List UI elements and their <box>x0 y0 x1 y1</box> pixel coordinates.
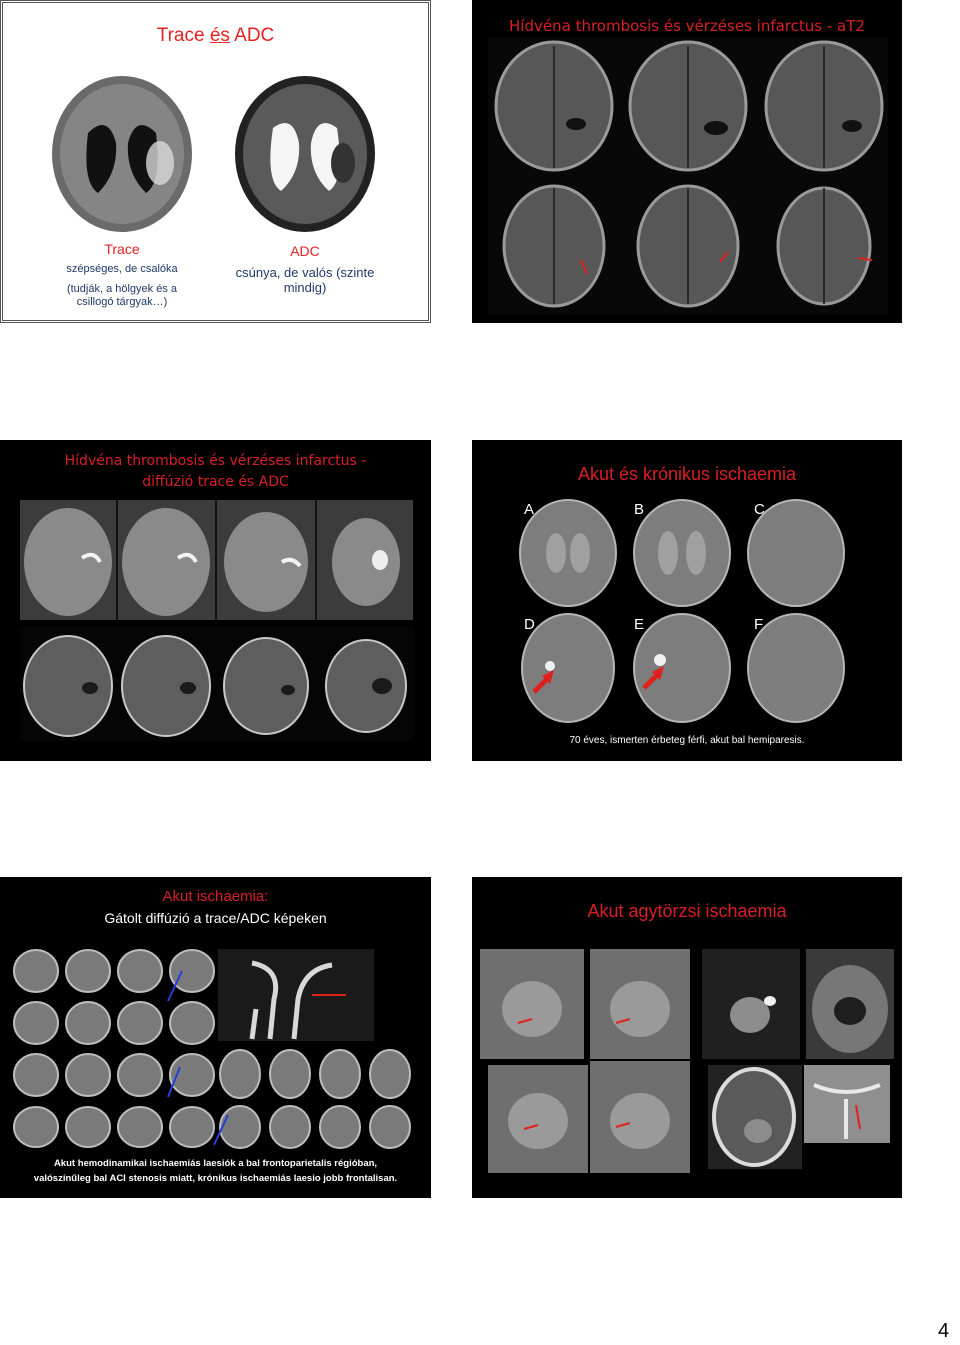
adc-description-1: csúnya, de valós (szinte <box>235 265 375 280</box>
slide5-caption-2: valószínűleg bal ACI stenosis miatt, krónikus ischaemiás laesio jobb frontalisan. <box>33 1173 398 1184</box>
acute-ischaemia-image-grid <box>12 949 418 1149</box>
trace-description-1: szépséges, de csalóka <box>66 263 178 275</box>
slide4-caption: 70 éves, ismerten érbeteg férfi, akut bal hemiparesis. <box>569 735 805 746</box>
slide-acute-chronic-ischaemia <box>472 440 902 761</box>
slide5-title-2: Gátolt diffúzió a trace/ADC képeken <box>104 910 327 926</box>
adc-row-images <box>20 626 413 741</box>
slide3-title-2: diffúzió trace és ADC <box>142 474 289 490</box>
panel-label-b: B <box>634 501 645 518</box>
slide3-title-1: Hídvéna thrombosis és vérzéses infarctus - <box>64 453 367 469</box>
at2-mri-grid <box>488 38 888 314</box>
ischaemia-panel-grid <box>516 498 856 726</box>
panel-label-a: A <box>524 501 535 518</box>
slide2-title: Hídvéna thrombosis és vérzéses infarctus - aT2 <box>509 17 865 35</box>
slide-acute-ischaemia <box>0 877 431 1198</box>
slide6-title: Akut agytörzsi ischaemia <box>587 901 787 921</box>
slide1-title: Trace és ADC <box>156 25 275 46</box>
brainstem-image-grid <box>480 949 894 1191</box>
trace-description-2: (tudják, a hölgyek és a <box>66 283 178 295</box>
adc-mri-image <box>231 73 379 235</box>
slide5-title-1: Akut ischaemia: <box>162 888 269 905</box>
panel-label-d: D <box>524 616 535 633</box>
panel-label-f: F <box>754 616 764 633</box>
slide5-caption-1: Akut hemodinamikai ischaemiás laesiók a bal frontoparietalis régióban, <box>53 1158 378 1169</box>
slide-at2 <box>472 0 902 323</box>
adc-description-2: mindig) <box>283 280 327 295</box>
trace-row-images <box>20 500 413 620</box>
trace-mri-image <box>48 73 196 235</box>
page-number: 4 <box>938 1320 950 1342</box>
trace-description-3: csillogó tárgyak…) <box>76 296 168 308</box>
slide4-title: Akut és krónikus ischaemia <box>577 464 797 484</box>
panel-label-e: E <box>634 616 645 633</box>
slide-trace-adc <box>0 0 431 323</box>
slide-brainstem-ischaemia <box>472 877 902 1198</box>
adc-label: ADC <box>290 243 320 259</box>
slide-diffusion-trace-adc <box>0 440 431 761</box>
panel-label-c: C <box>754 501 765 518</box>
trace-label: Trace <box>104 241 140 257</box>
